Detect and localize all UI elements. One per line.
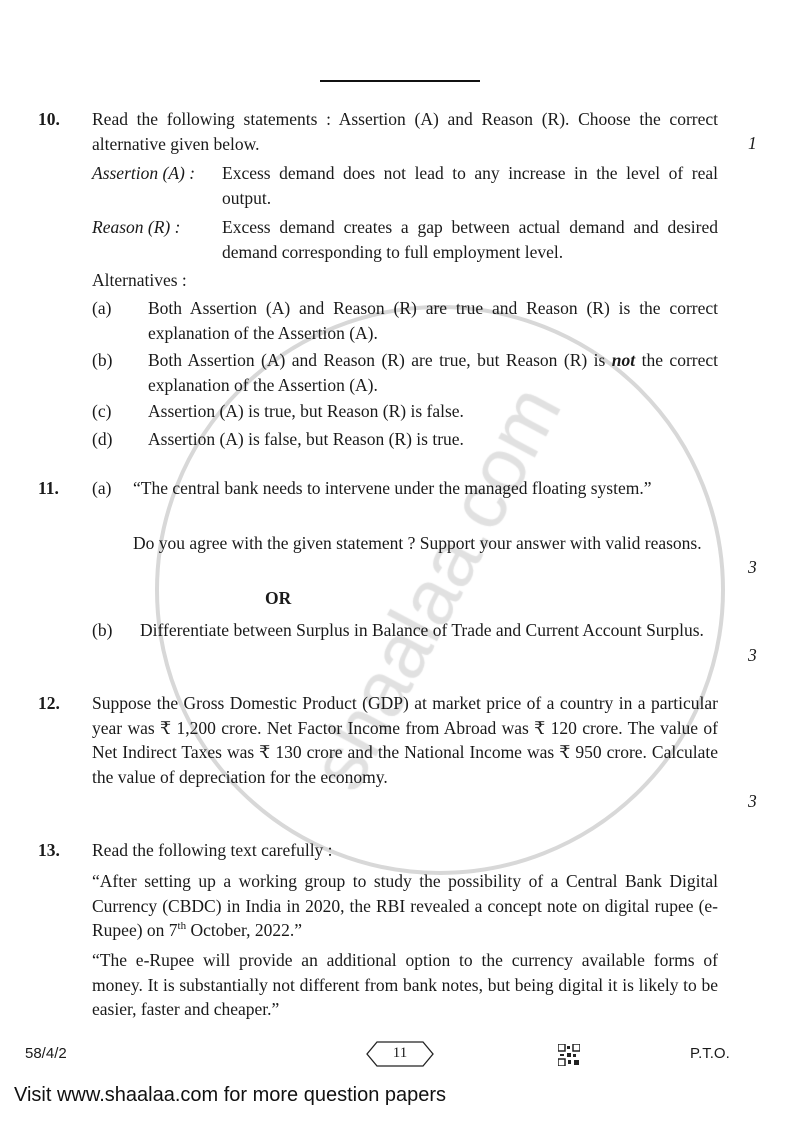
alternatives-label: Alternatives : — [92, 270, 187, 290]
paper-code: 58/4/2 — [25, 1045, 67, 1062]
question-text: Suppose the Gross Domestic Product (GDP) at market price of a country in a particular year was ₹ 1,200 crore. Net Factor Income from Abroad was ₹ 120 crore. The value of Net Indirect Taxes was ₹ 130 crore and the National Income was ₹ 950 crore. Calculate the value of depreciation for the economy. — [92, 693, 718, 787]
assertion-label: Assertion (A) : — [92, 163, 196, 183]
option-text: Assertion (A) is false, but Reason (R) is true. — [148, 429, 464, 449]
reason-label: Reason (R) : — [92, 217, 181, 237]
option-text — [148, 348, 718, 397]
page-number: 11 — [392, 1045, 408, 1061]
option-text: Assertion (A) is true, but Reason (R) is false. — [148, 401, 464, 421]
top-rule — [320, 80, 480, 82]
option-text: Both Assertion (A) and Reason (R) are true and Reason (R) is the correct explanation of the Assertion (A). — [148, 298, 718, 343]
quote-part: “After setting up a working group to study the possibility of a Central Bank Digital Currency (CBDC) in India in 2020, the RBI revealed a concept note on digital rupee (e-Rupee) on 7 — [92, 871, 718, 940]
question-text: Differentiate between Surplus in Balance of Trade and Current Account Surplus. — [140, 620, 704, 640]
or-separator: OR — [265, 588, 292, 608]
marks: 1 — [748, 133, 757, 153]
superscript: th — [177, 920, 187, 933]
question-text: Read the following text carefully : — [92, 840, 333, 860]
pto-label: P.T.O. — [690, 1045, 730, 1062]
reason-text: Excess demand creates a gap between actual demand and desired demand corresponding to full employment level. — [222, 217, 718, 262]
part-letter: (a) — [92, 478, 112, 498]
question-number: 10. — [38, 109, 60, 129]
option-text-part: the correct explanation of the Assertion (A). — [148, 350, 718, 395]
part-letter: (b) — [92, 620, 113, 640]
marks: 3 — [748, 645, 757, 665]
marks: 3 — [748, 791, 757, 811]
marks: 3 — [748, 557, 757, 577]
question-text: Read the following statements : Assertion (A) and Reason (R). Choose the correct alternative given below. — [92, 109, 718, 154]
option-text-part: Both Assertion (A) and Reason (R) are true, but Reason (R) is — [148, 350, 606, 370]
visit-link-text[interactable]: Visit www.shaalaa.com for more question papers — [14, 1084, 447, 1106]
assertion-text: Excess demand does not lead to any increase in the level of real output. — [222, 163, 718, 208]
quote-text: “The central bank needs to intervene under the managed floating system.” — [133, 478, 652, 498]
qr-code-icon — [558, 1044, 580, 1066]
quote-text: “The e-Rupee will provide an additional option to the currency available forms of money. It is substantially not different from bank notes, but being digital it is likely to be easier, faster and cheaper.” — [92, 950, 718, 1019]
option-letter: (a) — [92, 298, 112, 318]
option-emphasis: not — [611, 350, 636, 370]
question-number: 12. — [38, 693, 60, 713]
page-number-badge — [365, 1040, 435, 1068]
question-text: Do you agree with the given statement ? Support your answer with valid reasons. — [133, 533, 702, 553]
option-letter: (c) — [92, 401, 112, 421]
quote-text — [92, 869, 718, 943]
question-number: 13. — [38, 840, 60, 860]
question-number: 11. — [38, 478, 59, 498]
option-letter: (d) — [92, 429, 113, 449]
option-letter: (b) — [92, 350, 113, 370]
quote-part: October, 2022.” — [186, 920, 303, 940]
